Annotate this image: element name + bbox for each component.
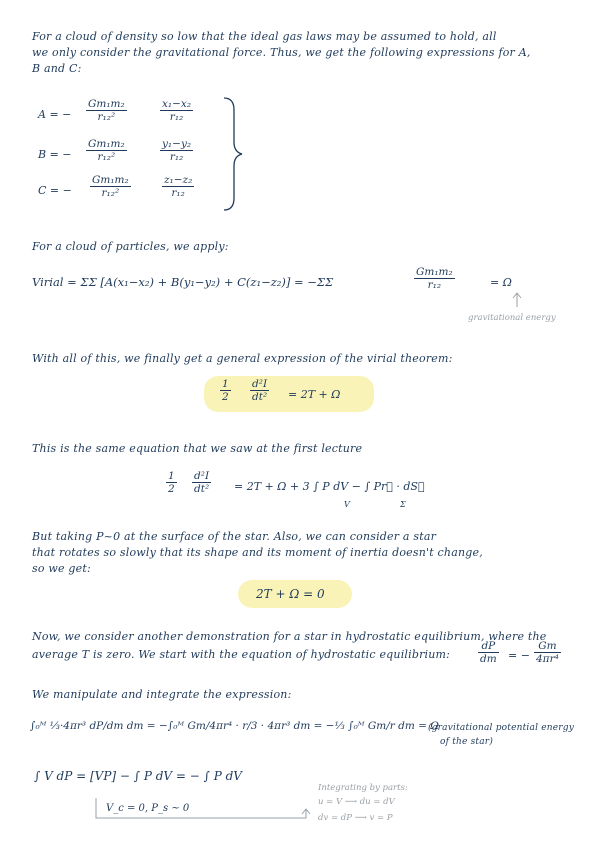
condition-bracket-icon [92, 796, 312, 824]
virial-frac [414, 266, 455, 291]
manip-intro: We manipulate and integrate the expression: [32, 688, 292, 701]
lecture-intro: This is the same equation that we saw at the first lecture [32, 442, 363, 455]
lecture-d2-num: d²I [192, 470, 211, 483]
hydro-dp-frac [478, 640, 499, 665]
expr-c-num1: Gm₁m₂ [92, 174, 129, 186]
up-arrow-icon [512, 292, 522, 308]
lecture-rhs: = 2T + Ω + 3 ∫ P dV − ∫ Pr⃗ · dS⃗ [234, 480, 425, 493]
virial-rhs: = Ω [490, 276, 512, 289]
hydro-gm-den: 4πr⁴ [536, 653, 559, 665]
manip-condition: V_c = 0, P_s ~ 0 [106, 803, 190, 814]
expr-a-num2: x₁−x₂ [162, 98, 192, 110]
parts-title: Integrating by parts: [318, 783, 408, 793]
particles-intro: For a cloud of particles, we apply: [32, 240, 229, 253]
general-rhs: = 2T + Ω [288, 388, 341, 401]
expr-c-num2: z₁−z₂ [164, 174, 193, 186]
lecture-half [166, 470, 177, 495]
expr-b-den1: r₁₂² [97, 151, 116, 163]
expr-c-lhs: C = − [38, 184, 72, 197]
expr-b-num2: y₁−y₂ [162, 138, 192, 150]
lecture-sub-v: V [344, 500, 350, 509]
hydro-dp-den: dm [480, 653, 497, 665]
hydro-gm-frac [534, 640, 561, 665]
general-d2-num: d²I [250, 378, 269, 391]
parts-line-2: dv = dP ⟶ v = P [318, 813, 393, 823]
expr-b-lhs: B = − [38, 148, 72, 161]
general-d2-den: dt² [252, 391, 268, 403]
lecture-d2 [192, 470, 211, 495]
expr-b-num1: Gm₁m₂ [88, 138, 125, 150]
lecture-half-den: 2 [168, 483, 175, 495]
expr-c-frac1 [90, 174, 131, 199]
gravitational-energy-note: gravitational energy [468, 313, 556, 323]
general-intro: With all of this, we finally get a general expression of the virial theorem: [32, 352, 453, 365]
manip-note-1: (gravitational potential energy [428, 723, 575, 733]
parts-line-1: u = V ⟶ du = dV [318, 797, 395, 807]
expr-c-den2: r₁₂ [171, 187, 185, 199]
manip-integral-2: ∫ V dP = [VP] − ∫ P dV = − ∫ P dV [34, 769, 242, 783]
surface-result: 2T + Ω = 0 [256, 587, 325, 601]
right-brace-icon [222, 96, 246, 212]
virial-lhs: Virial = ΣΣ [A(x₁−x₂) + B(y₁−y₂) + C(z₁−z₂)] = −ΣΣ [32, 275, 334, 289]
expr-a-num1: Gm₁m₂ [88, 98, 125, 110]
hydro-eq: = − [508, 649, 530, 662]
expr-a-frac1 [86, 98, 127, 123]
hydro-line-2: average T is zero. We start with the equation of hydrostatic equilibrium: [32, 648, 451, 661]
expr-a-den2: r₁₂ [169, 111, 184, 123]
virial-num: Gm₁m₂ [416, 266, 453, 278]
intro-line-3: B and C: [32, 62, 82, 75]
virial-den: r₁₂ [427, 279, 442, 291]
manip-note-2: of the star) [440, 737, 494, 747]
lecture-sub-s: Σ [400, 500, 406, 509]
expr-a-lhs: A = − [38, 108, 72, 121]
intro-line-2: we only consider the gravitational force. Thus, we get the following expressions for A, [32, 46, 531, 59]
expr-b-frac1 [86, 138, 127, 163]
intro-line-1: For a cloud of density so low that the ideal gas laws may be assumed to hold, all [32, 30, 497, 43]
expr-b-frac2 [160, 138, 193, 163]
surface-line-1: But taking P~0 at the surface of the star. Also, we can consider a star [32, 530, 437, 543]
hydro-gm-num: Gm [534, 640, 561, 653]
general-half [220, 378, 231, 403]
expr-c-frac2 [162, 174, 194, 199]
lecture-half-num: 1 [168, 470, 175, 482]
general-half-den: 2 [222, 391, 229, 403]
lecture-d2-den: dt² [194, 483, 210, 495]
manip-integral-1: ∫₀ᴹ ⅓·4πr³ dP/dm dm = −∫₀ᴹ Gm/4πr⁴ · r/3 · 4πr³ dm = −⅓ ∫₀ᴹ Gm/r dm = Ω [30, 720, 439, 732]
general-half-num: 1 [222, 378, 229, 390]
expr-a-den1: r₁₂² [97, 111, 116, 123]
hydro-dp-num: dP [478, 640, 499, 653]
expr-a-frac2 [160, 98, 193, 123]
general-d2 [250, 378, 269, 403]
surface-line-2: that rotates so slowly that its shape and its moment of inertia doesn't change, [32, 546, 483, 559]
hydro-line-1: Now, we consider another demonstration for a star in hydrostatic equilibrium, where the [32, 630, 547, 643]
expr-c-den1: r₁₂² [101, 187, 120, 199]
surface-line-3: so we get: [32, 562, 91, 575]
expr-b-den2: r₁₂ [169, 151, 184, 163]
